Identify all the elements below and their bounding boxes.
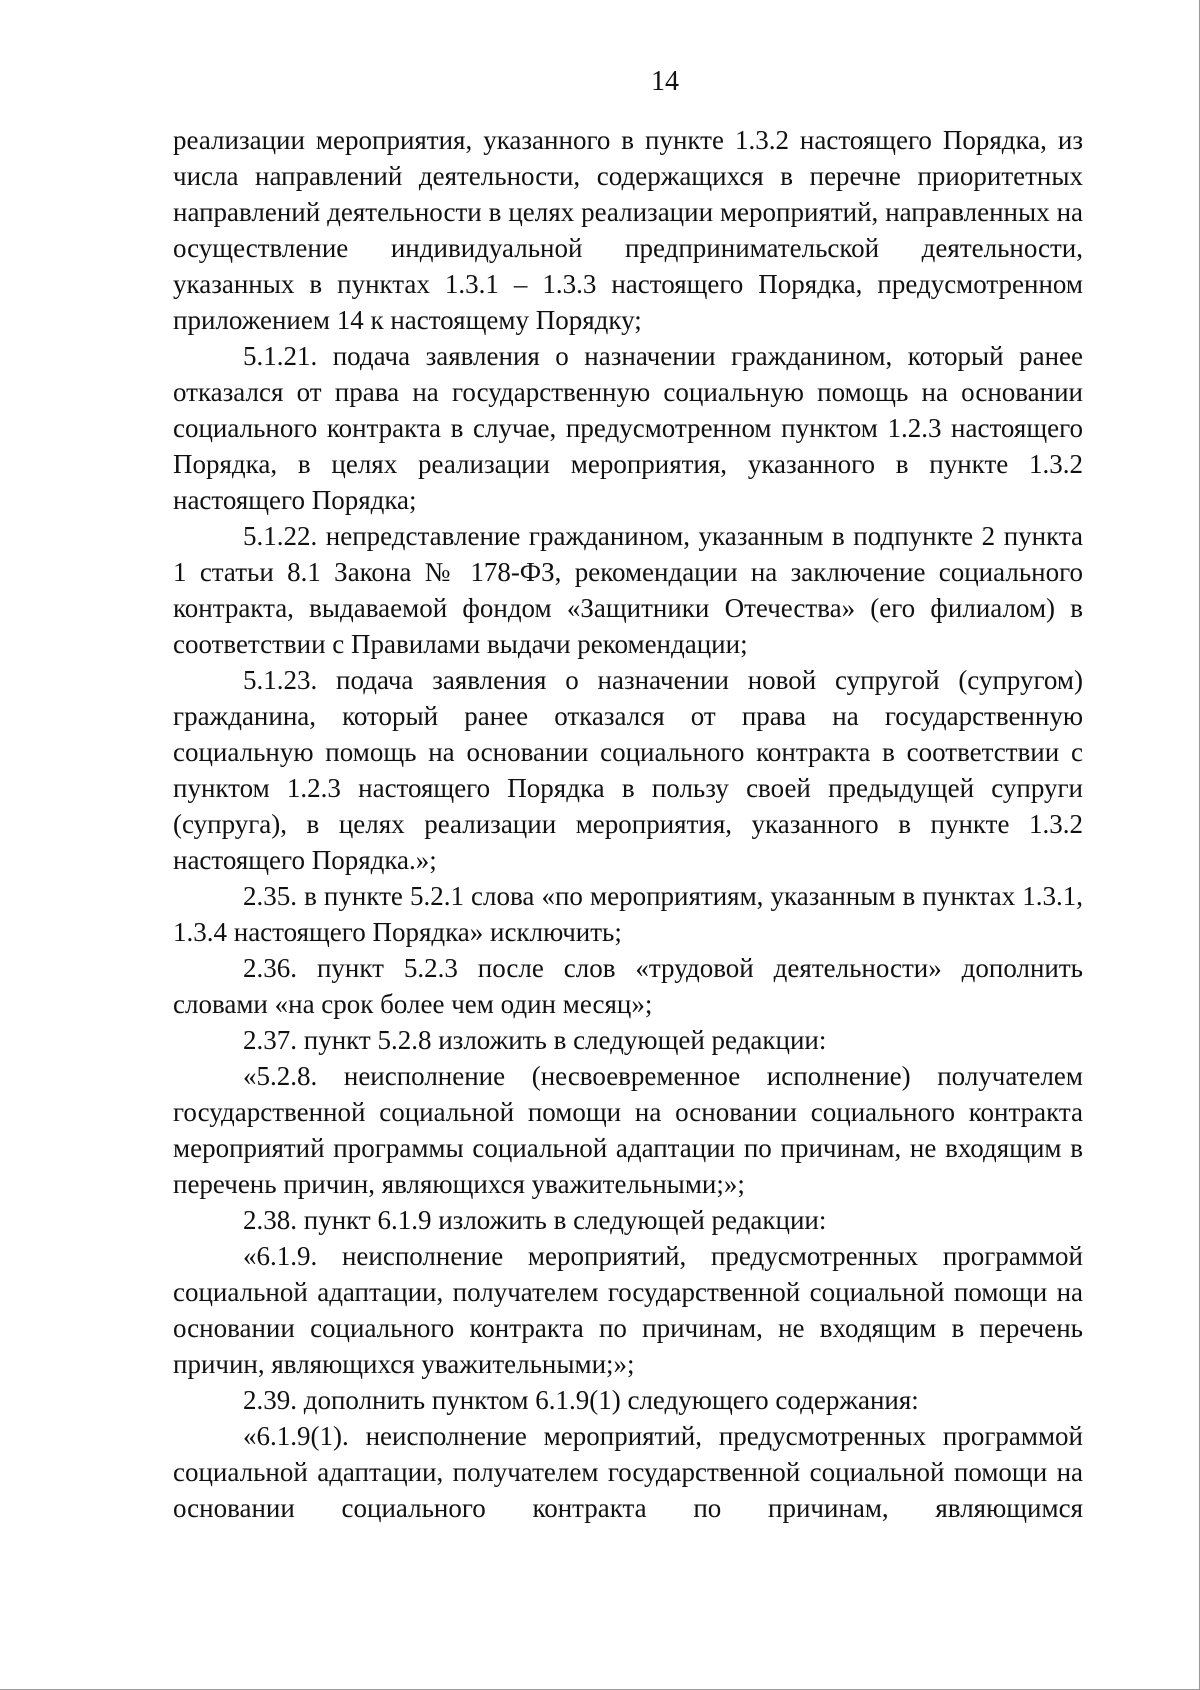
paragraph-2-36: 2.36. пункт 5.2.3 после слов «трудовой деятельности» дополнить словами «на срок более чем один месяц»; [173, 953, 1083, 1019]
paragraph-2-35: 2.35. в пункте 5.2.1 слова «по мероприятиям, указанным в пунктах 1.3.1, 1.3.4 настоящего Порядка» исключить; [173, 881, 1083, 947]
paragraph-5-1-22: 5.1.22. непредставление гражданином, указанным в подпункте 2 пункта 1 статьи 8.1 Закона № 178-ФЗ, рекомендации на заключение социального контракта, выдаваемой фондом «Защитники Отечества» (его филиалом) в соответствии с Правилами выдачи рекомендации; [173, 521, 1083, 659]
paragraph-2-39: 2.39. дополнить пунктом 6.1.9(1) следующего содержания: [243, 1385, 919, 1415]
paragraph-6-1-9-1-quoted: «6.1.9(1). неисполнение мероприятий, предусмотренных программой социальной адаптации, получателем государственной социальной помощи на основании социального контракта по причинам, являющимся [173, 1421, 1083, 1523]
paragraph-2-38: 2.38. пункт 6.1.9 изложить в следующей редакции: [243, 1205, 827, 1235]
paragraph-6-1-9-quoted: «6.1.9. неисполнение мероприятий, предусмотренных программой социальной адаптации, получателем государственной социальной помощи на основании социального контракта по причинам, не входящим в перечень причин, являющихся уважительными;»; [173, 1241, 1083, 1379]
paragraph-2-37: 2.37. пункт 5.2.8 изложить в следующей редакции: [243, 1025, 827, 1055]
document-body [173, 122, 1083, 1526]
paragraph-5-1-21: 5.1.21. подача заявления о назначении гражданином, который ранее отказался от права на государственную социальную помощь на основании социального контракта в случае, предусмотренном пунктом 1.2.3 настоящего Порядка, в целях реализации мероприятия, указанного в пункте 1.3.2 настоящего Порядка; [173, 341, 1083, 515]
paragraph-5-2-8-quoted: «5.2.8. неисполнение (несвоевременное исполнение) получателем государственной социальной помощи на основании социального контракта мероприятий программы социальной адаптации по причинам, не входящим в перечень причин, являющихся уважительными;»; [173, 1061, 1083, 1199]
page-number: 14 [651, 66, 679, 97]
paragraph-5-1-23: 5.1.23. подача заявления о назначении новой супругой (супругом) гражданина, который ранее отказался от права на государственную социальную помощь на основании социального контракта в соответствии с пунктом 1.2.3 настоящего Порядка в пользу своей предыдущей супруги (супруга), в целях реализации мероприятия, указанного в пункте 1.3.2 настоящего Порядка.»; [173, 665, 1083, 875]
paragraph-continuation: реализации мероприятия, указанного в пункте 1.3.2 настоящего Порядка, из числа направлений деятельности, содержащихся в перечне приоритетных направлений деятельности в целях реализации мероприятий, направленных на осуществление индивидуальной предпринимательской деятельности, указанных в пунктах 1.3.1 – 1.3.3 настоящего Порядка, предусмотренном приложением 14 к настоящему Порядку; [173, 125, 1083, 335]
